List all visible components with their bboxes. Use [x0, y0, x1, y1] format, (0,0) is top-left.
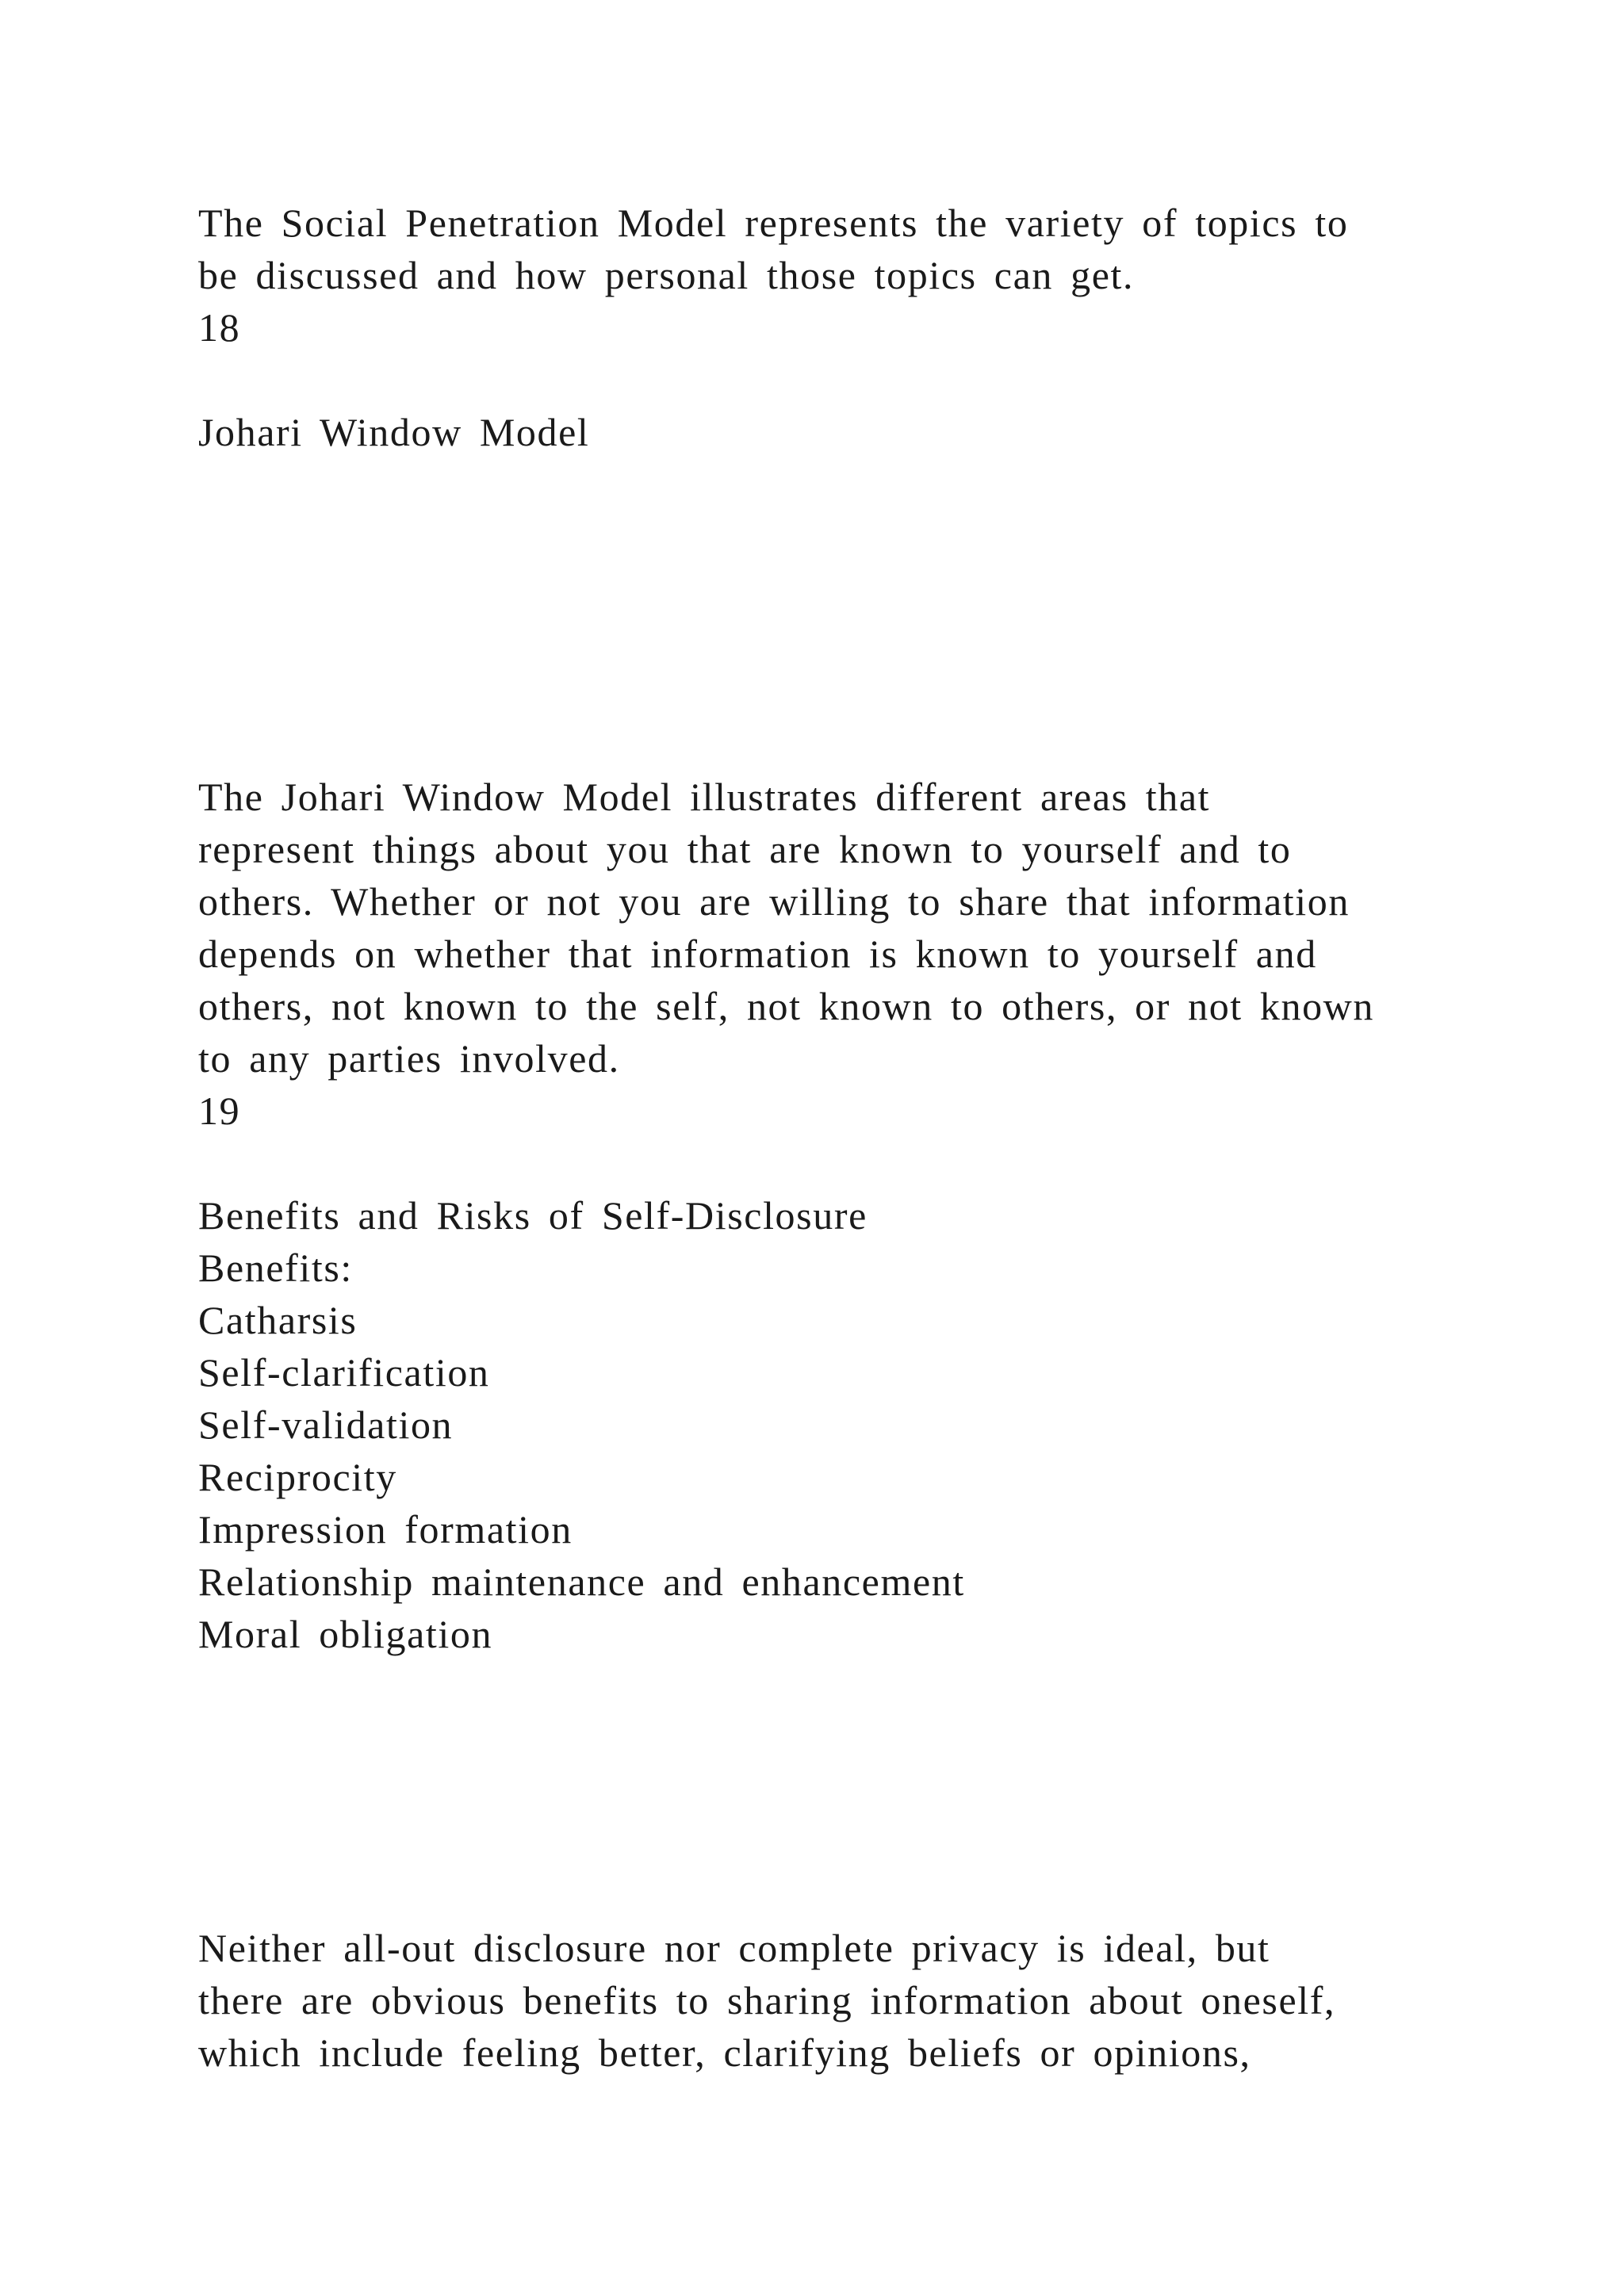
section-heading: Johari Window Model — [198, 410, 590, 454]
paragraph-line: represent things about you that are known to yourself and to — [198, 827, 1292, 871]
list-item: Reciprocity — [198, 1455, 397, 1499]
list-item: Impression formation — [198, 1507, 573, 1552]
list-item: Self-validation — [198, 1402, 454, 1447]
paragraph-line: there are obvious benefits to sharing information about oneself, — [198, 1978, 1336, 2022]
paragraph-line: The Johari Window Model illustrates different areas that — [198, 775, 1211, 819]
paragraph-line: to any parties involved. — [198, 1036, 620, 1081]
paragraph-line: The Social Penetration Model represents the variety of topics to — [198, 201, 1349, 245]
paragraph-line: depends on whether that information is known to yourself and — [198, 932, 1317, 976]
paragraph-line: which include feeling better, clarifying beliefs or opinions, — [198, 2030, 1251, 2075]
paragraph-line: be discussed and how personal those topics can get. — [198, 253, 1135, 297]
paragraph-line: others, not known to the self, not known to others, or not known — [198, 984, 1374, 1028]
paragraph-line: others. Whether or not you are willing to share that information — [198, 879, 1350, 924]
list-item: Self-clarification — [198, 1350, 490, 1395]
page-number: 19 — [198, 1089, 241, 1133]
section-heading: Benefits and Risks of Self-Disclosure — [198, 1193, 868, 1238]
list-item: Moral obligation — [198, 1612, 493, 1656]
page-number: 18 — [198, 305, 241, 350]
list-item: Catharsis — [198, 1298, 358, 1342]
paragraph-line: Neither all-out disclosure nor complete privacy is ideal, but — [198, 1926, 1270, 1970]
list-subheading: Benefits: — [198, 1246, 353, 1290]
list-item: Relationship maintenance and enhancement — [198, 1559, 965, 1604]
